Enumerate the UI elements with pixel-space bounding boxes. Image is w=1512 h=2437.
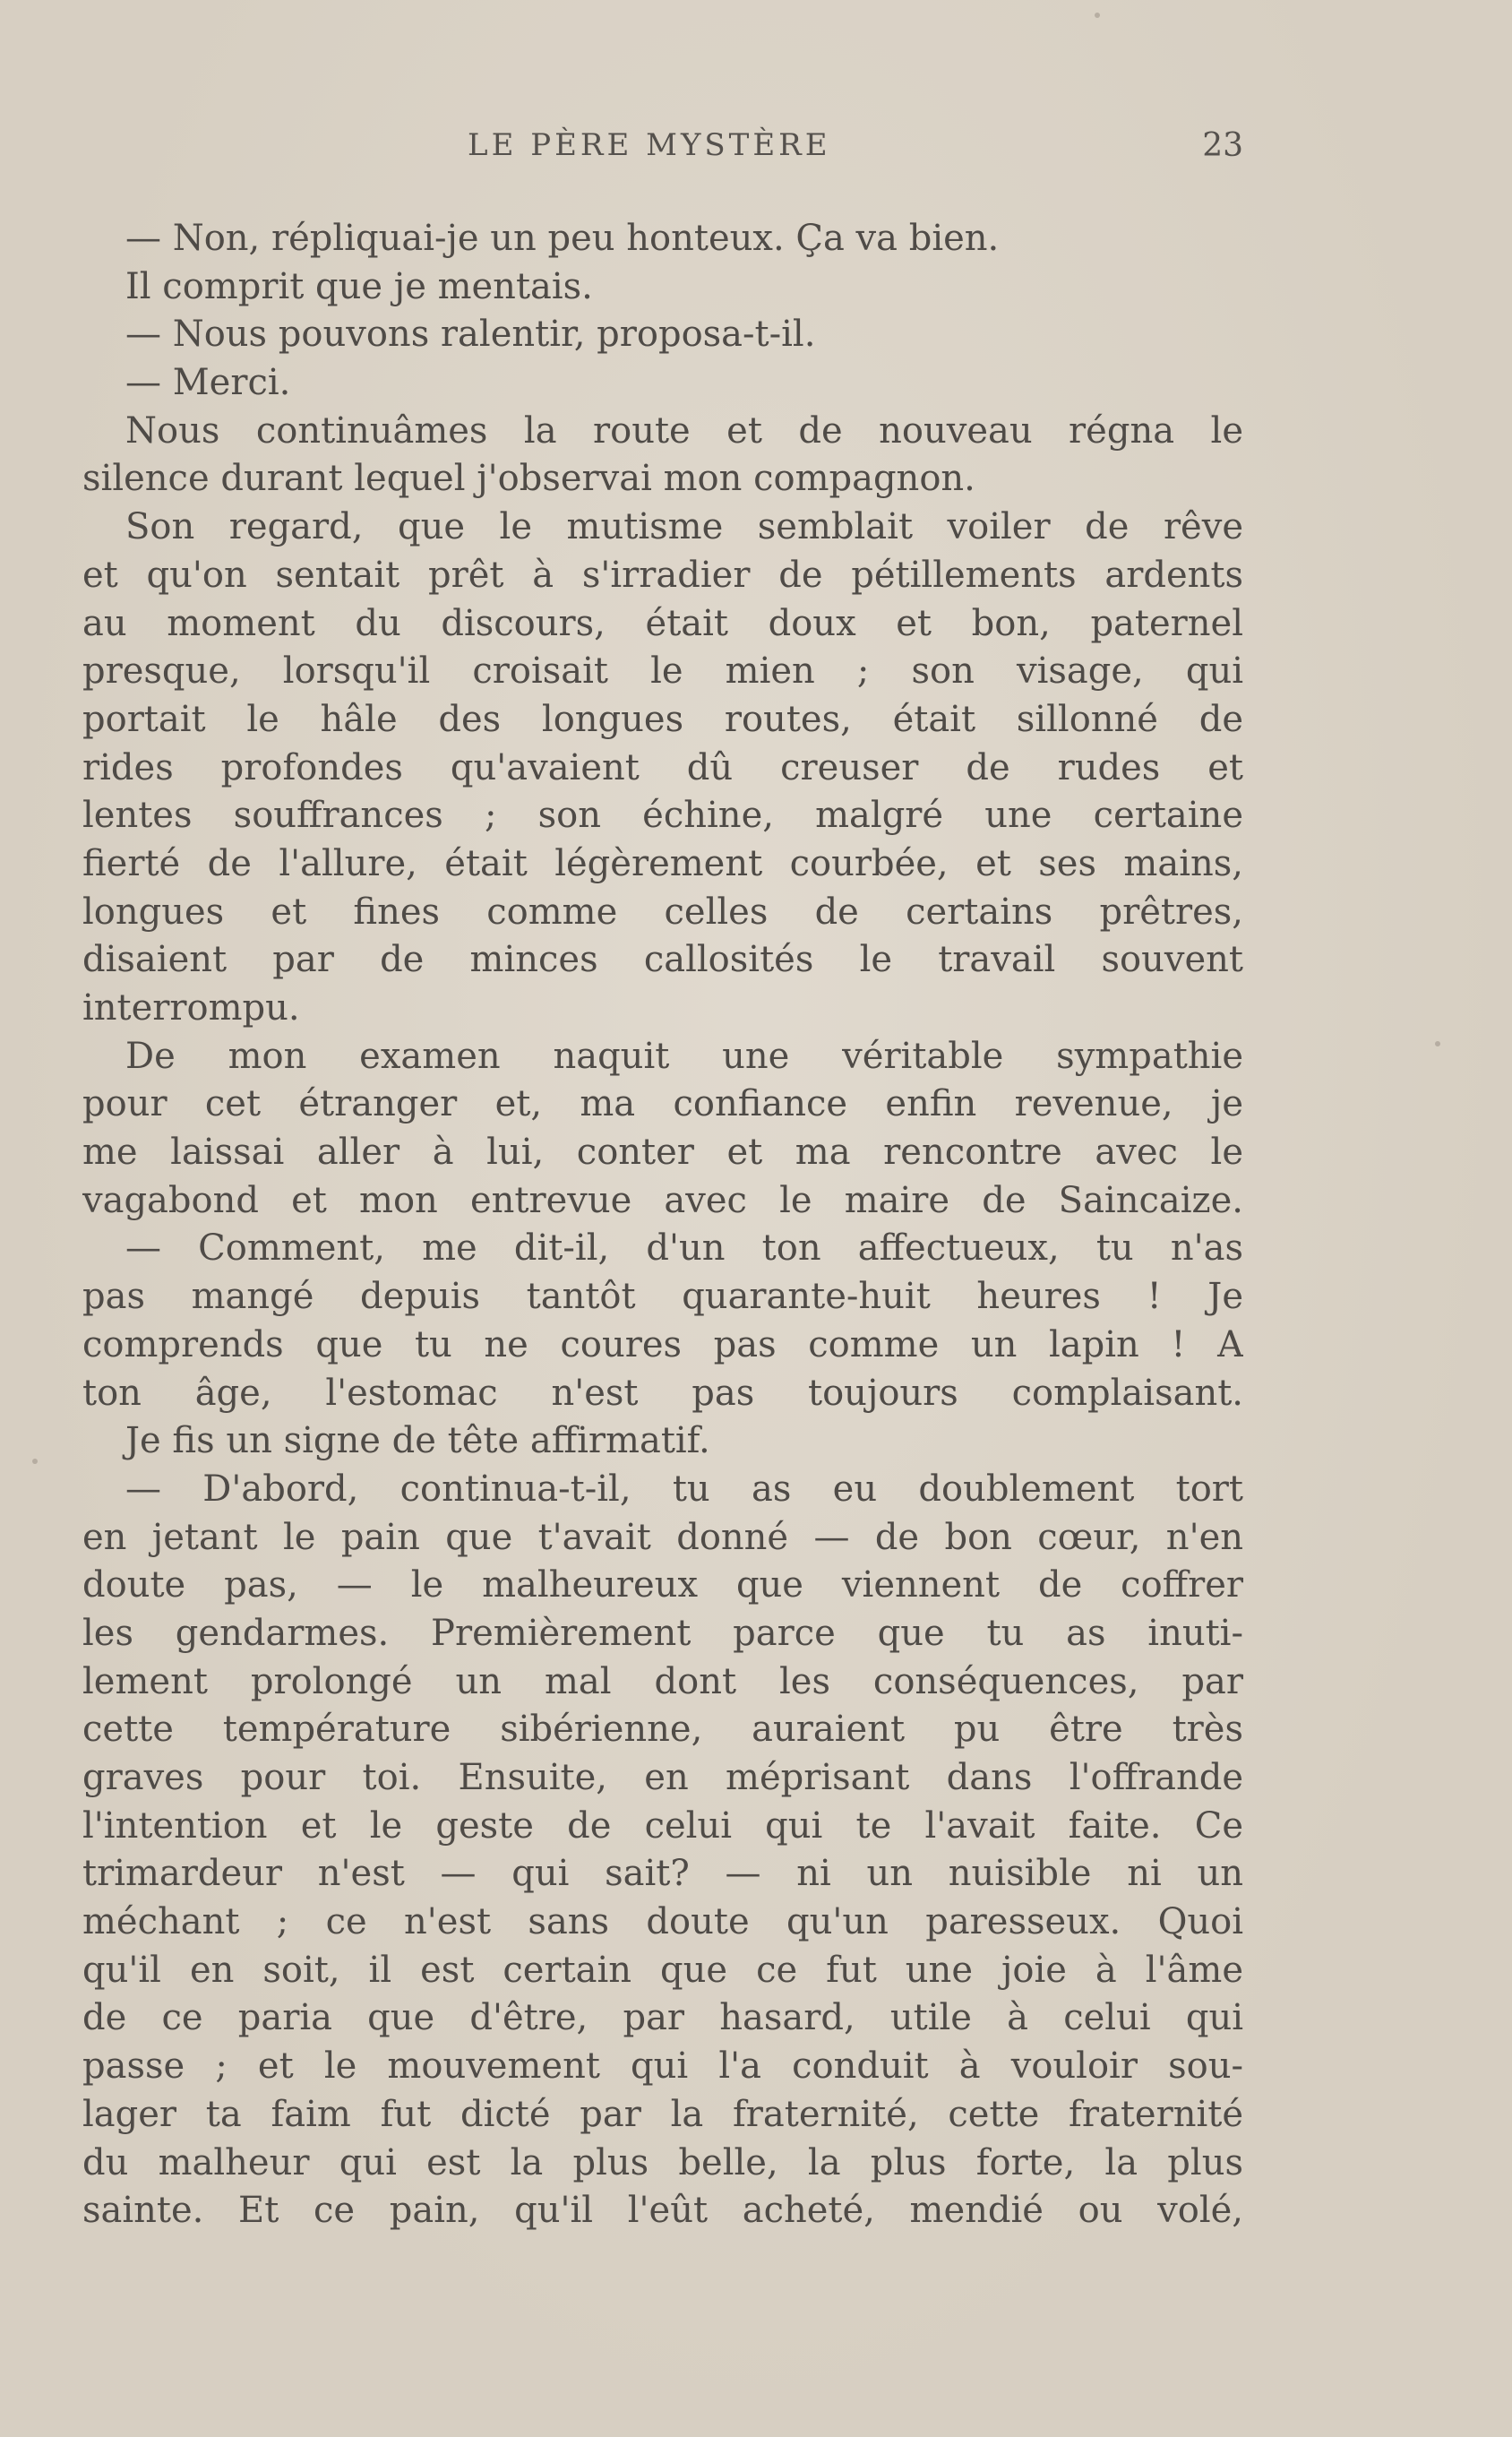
paper-speck <box>1095 13 1100 18</box>
page-number: 23 <box>1202 127 1243 164</box>
text-line: pour cet étranger et, ma confiance enfin revenue, je <box>82 1083 1243 1125</box>
text-line: lentes souffrances ; son échine, malgré une certaine <box>82 795 1243 837</box>
text-line: comprends que tu ne coures pas comme un lapin ! A <box>82 1323 1243 1365</box>
text-line: de ce paria que d'être, par hasard, utile à celui qui <box>82 1997 1243 2039</box>
text-line: — Non, répliquai-je un peu honteux. Ça va bien. <box>125 218 1000 259</box>
text-line: doute pas, — le malheureux que viennent de coffrer <box>82 1564 1243 1606</box>
text-line: Je fis un signe de tête affirmatif. <box>125 1420 710 1462</box>
running-title: LE PÈRE MYSTÈRE <box>468 127 831 163</box>
text-line: me laissai aller à lui, conter et ma rencontre avec le <box>82 1132 1243 1174</box>
text-line: du malheur qui est la plus belle, la plus forte, la plus <box>82 2141 1243 2183</box>
text-line: presque, lorsqu'il croisait le mien ; son visage, qui <box>82 650 1243 693</box>
text-line: les gendarmes. Premièrement parce que tu as inuti- <box>82 1612 1243 1654</box>
text-line: — D'abord, continua-t-il, tu as eu doublement tort <box>125 1468 1243 1510</box>
text-line: interrompu. <box>82 987 300 1029</box>
text-line: pas mangé depuis tantôt quarante-huit heures ! Je <box>82 1276 1243 1318</box>
text-line: cette température sibérienne, auraient pu être très <box>82 1709 1243 1751</box>
text-line: fierté de l'allure, était légèrement courbée, et ses mains, <box>82 842 1243 884</box>
text-line: qu'il en soit, il est certain que ce fut une joie à l'âme <box>82 1949 1243 1991</box>
text-line: — Nous pouvons ralentir, proposa-t-il. <box>125 314 816 356</box>
text-line: au moment du discours, était doux et bon, paternel <box>82 602 1243 644</box>
text-line: longues et fines comme celles de certains prêtres, <box>82 891 1243 933</box>
text-line: silence durant lequel j'observai mon compagnon. <box>82 458 975 500</box>
text-line: — Merci. <box>125 362 291 404</box>
paper-speck <box>32 1459 38 1464</box>
text-line: méchant ; ce n'est sans doute qu'un paresseux. Quoi <box>82 1901 1243 1943</box>
text-line: Son regard, que le mutisme semblait voiler de rêve <box>125 506 1243 548</box>
text-line: sainte. Et ce pain, qu'il l'eût acheté, mendié ou volé, <box>82 2190 1243 2232</box>
text-line: lement prolongé un mal dont les conséquences, par <box>82 1660 1243 1702</box>
text-line: portait le hâle des longues routes, était sillonné de <box>82 698 1243 740</box>
text-line: ton âge, l'estomac n'est pas toujours complaisant. <box>82 1372 1243 1414</box>
text-line: et qu'on sentait prêt à s'irradier de pétillements ardents <box>82 554 1243 596</box>
text-line: Il comprit que je mentais. <box>125 265 593 307</box>
text-line: — Comment, me dit-il, d'un ton affectueux, tu n'as <box>125 1227 1243 1270</box>
text-line: trimardeur n'est — qui sait? — ni un nuisible ni un <box>82 1853 1243 1895</box>
text-line: l'intention et le geste de celui qui te l'avait faite. Ce <box>82 1804 1243 1847</box>
body-text <box>82 215 1243 2235</box>
page-header <box>82 127 1243 172</box>
text-line: Nous continuâmes la route et de nouveau régna le <box>125 409 1243 452</box>
text-line: vagabond et mon entrevue avec le maire de Saincaize. <box>82 1179 1243 1221</box>
text-line: De mon examen naquit une véritable sympathie <box>125 1035 1243 1077</box>
text-line: lager ta faim fut dicté par la fraternité, cette fraternité <box>82 2093 1243 2135</box>
paper-speck <box>1435 1041 1440 1046</box>
text-line: disaient par de minces callosités le travail souvent <box>82 939 1243 981</box>
text-line: graves pour toi. Ensuite, en méprisant dans l'offrande <box>82 1757 1243 1798</box>
text-line: en jetant le pain que t'avait donné — de bon cœur, n'en <box>82 1516 1243 1558</box>
text-line: passe ; et le mouvement qui l'a conduit à vouloir sou- <box>82 2045 1243 2088</box>
text-line: rides profondes qu'avaient dû creuser de rudes et <box>82 746 1243 788</box>
